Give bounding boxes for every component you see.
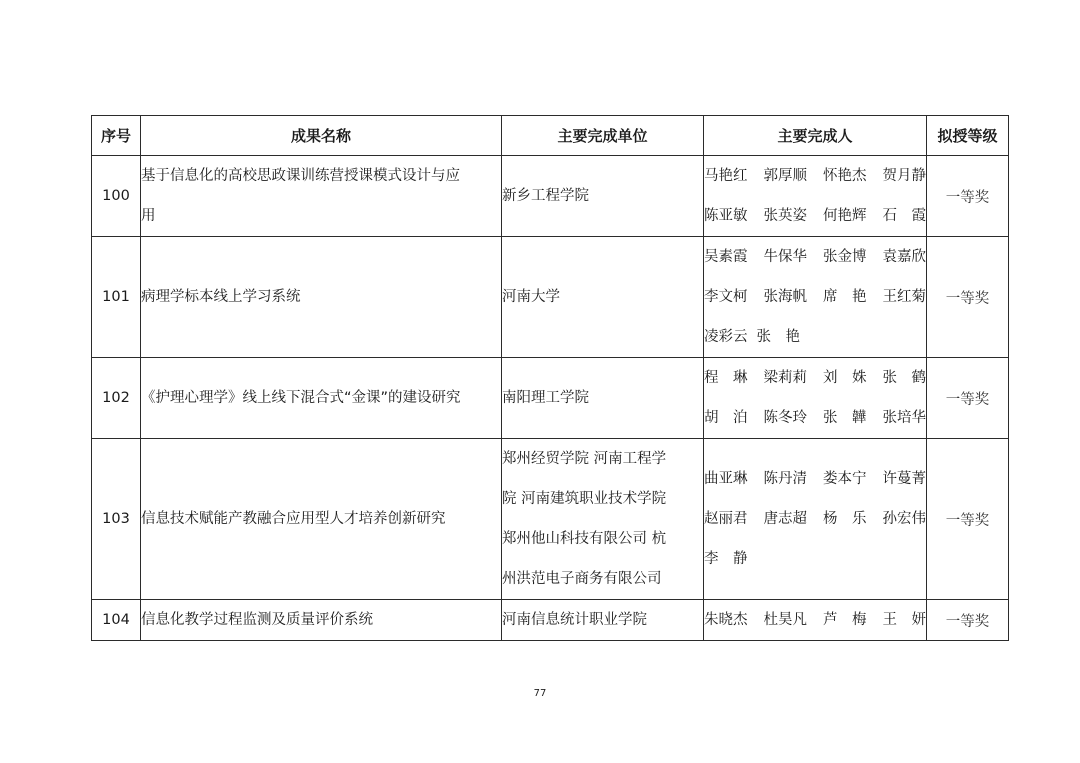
person-name: 曲亚琳 <box>704 471 748 487</box>
cell-seq: 104 <box>92 600 141 641</box>
header-grade: 拟授等级 <box>927 116 1009 156</box>
table-header-row <box>92 116 1009 156</box>
header-name: 成果名称 <box>141 116 502 156</box>
awards-table <box>91 115 1009 641</box>
table-row <box>92 358 1009 439</box>
people-line <box>704 196 926 236</box>
person-name: 郭厚顺 <box>763 168 807 184</box>
people-line <box>704 539 926 579</box>
person-name: 凌彩云 <box>704 329 748 345</box>
cell-people <box>704 439 927 600</box>
person-name: 袁嘉欣 <box>882 249 926 265</box>
person-name: 张 艳 <box>756 329 800 345</box>
table-row <box>92 237 1009 358</box>
people-line <box>704 277 926 317</box>
person-name: 唐志超 <box>763 511 807 527</box>
cell-seq: 102 <box>92 358 141 439</box>
cell-grade: 一等奖 <box>927 237 1009 358</box>
cell-unit <box>502 439 704 600</box>
person-name: 李文柯 <box>704 289 748 305</box>
person-name: 胡 泊 <box>704 410 748 426</box>
people-line <box>704 600 926 640</box>
person-name: 张海帆 <box>763 289 807 305</box>
cell-name <box>141 600 502 641</box>
person-name: 吴素霞 <box>704 249 748 265</box>
people-line <box>704 156 926 196</box>
cell-people <box>704 600 927 641</box>
people-line <box>704 499 926 539</box>
person-name: 娄本宁 <box>823 471 867 487</box>
person-name: 王红菊 <box>882 289 926 305</box>
unit-line: 南阳理工学院 <box>502 390 589 406</box>
table-row <box>92 439 1009 600</box>
unit-line: 新乡工程学院 <box>502 188 589 204</box>
name-line: 《护理心理学》线上线下混合式“金课”的建设研究 <box>141 390 461 406</box>
name-line: 信息技术赋能产教融合应用型人才培养创新研究 <box>141 511 446 527</box>
person-name: 张英姿 <box>763 208 807 224</box>
cell-people <box>704 156 927 237</box>
people-line <box>704 358 926 398</box>
cell-seq: 101 <box>92 237 141 358</box>
person-name: 张培华 <box>882 410 926 426</box>
person-name: 程 琳 <box>704 370 748 386</box>
name-line: 信息化教学过程监测及质量评价系统 <box>141 612 373 628</box>
person-name: 许蔓菁 <box>882 471 926 487</box>
cell-unit <box>502 237 704 358</box>
unit-line: 河南大学 <box>502 289 560 305</box>
unit-line: 州洪范电子商务有限公司 <box>502 571 662 587</box>
person-name: 何艳辉 <box>823 208 867 224</box>
name-line: 病理学标本线上学习系统 <box>141 289 301 305</box>
person-name: 刘 姝 <box>823 370 867 386</box>
table-body <box>92 156 1009 641</box>
unit-line: 郑州经贸学院 河南工程学 <box>502 451 667 467</box>
cell-unit <box>502 358 704 439</box>
person-name: 张金博 <box>823 249 867 265</box>
unit-line: 河南信息统计职业学院 <box>502 612 647 628</box>
cell-people <box>704 237 927 358</box>
person-name: 怀艳杰 <box>823 168 867 184</box>
cell-grade: 一等奖 <box>927 439 1009 600</box>
cell-name <box>141 237 502 358</box>
name-line: 用 <box>141 208 156 224</box>
cell-grade: 一等奖 <box>927 156 1009 237</box>
header-unit: 主要完成单位 <box>502 116 704 156</box>
person-name: 陈丹清 <box>763 471 807 487</box>
person-name: 石 霞 <box>882 208 926 224</box>
cell-name <box>141 156 502 237</box>
cell-unit <box>502 156 704 237</box>
person-name: 芦 梅 <box>823 612 867 628</box>
person-name: 赵丽君 <box>704 511 748 527</box>
people-line <box>704 237 926 277</box>
person-name: 杜昊凡 <box>763 612 807 628</box>
person-name: 梁莉莉 <box>763 370 807 386</box>
cell-seq: 103 <box>92 439 141 600</box>
header-people: 主要完成人 <box>704 116 927 156</box>
person-name: 陈冬玲 <box>763 410 807 426</box>
person-name: 李 静 <box>704 551 748 567</box>
cell-name <box>141 439 502 600</box>
cell-seq: 100 <box>92 156 141 237</box>
person-name: 马艳红 <box>704 168 748 184</box>
person-name: 贺月静 <box>882 168 926 184</box>
person-name: 张 鹤 <box>882 370 926 386</box>
unit-line: 郑州他山科技有限公司 杭 <box>502 531 667 547</box>
page-number: 77 <box>533 688 547 699</box>
person-name: 张 韡 <box>823 410 867 426</box>
person-name: 牛保华 <box>763 249 807 265</box>
header-seq: 序号 <box>92 116 141 156</box>
table-row <box>92 600 1009 641</box>
cell-unit <box>502 600 704 641</box>
people-line <box>704 317 926 357</box>
cell-people <box>704 358 927 439</box>
person-name: 孙宏伟 <box>882 511 926 527</box>
cell-grade: 一等奖 <box>927 358 1009 439</box>
unit-line: 院 河南建筑职业技术学院 <box>502 491 667 507</box>
person-name: 陈亚敏 <box>704 208 748 224</box>
table-row <box>92 156 1009 237</box>
person-name: 杨 乐 <box>823 511 867 527</box>
people-line <box>704 459 926 499</box>
person-name: 朱晓杰 <box>704 612 748 628</box>
people-line <box>704 398 926 438</box>
person-name: 王 妍 <box>882 612 926 628</box>
cell-grade: 一等奖 <box>927 600 1009 641</box>
name-line: 基于信息化的高校思政课训练营授课模式设计与应 <box>141 168 460 184</box>
cell-name <box>141 358 502 439</box>
person-name: 席 艳 <box>823 289 867 305</box>
